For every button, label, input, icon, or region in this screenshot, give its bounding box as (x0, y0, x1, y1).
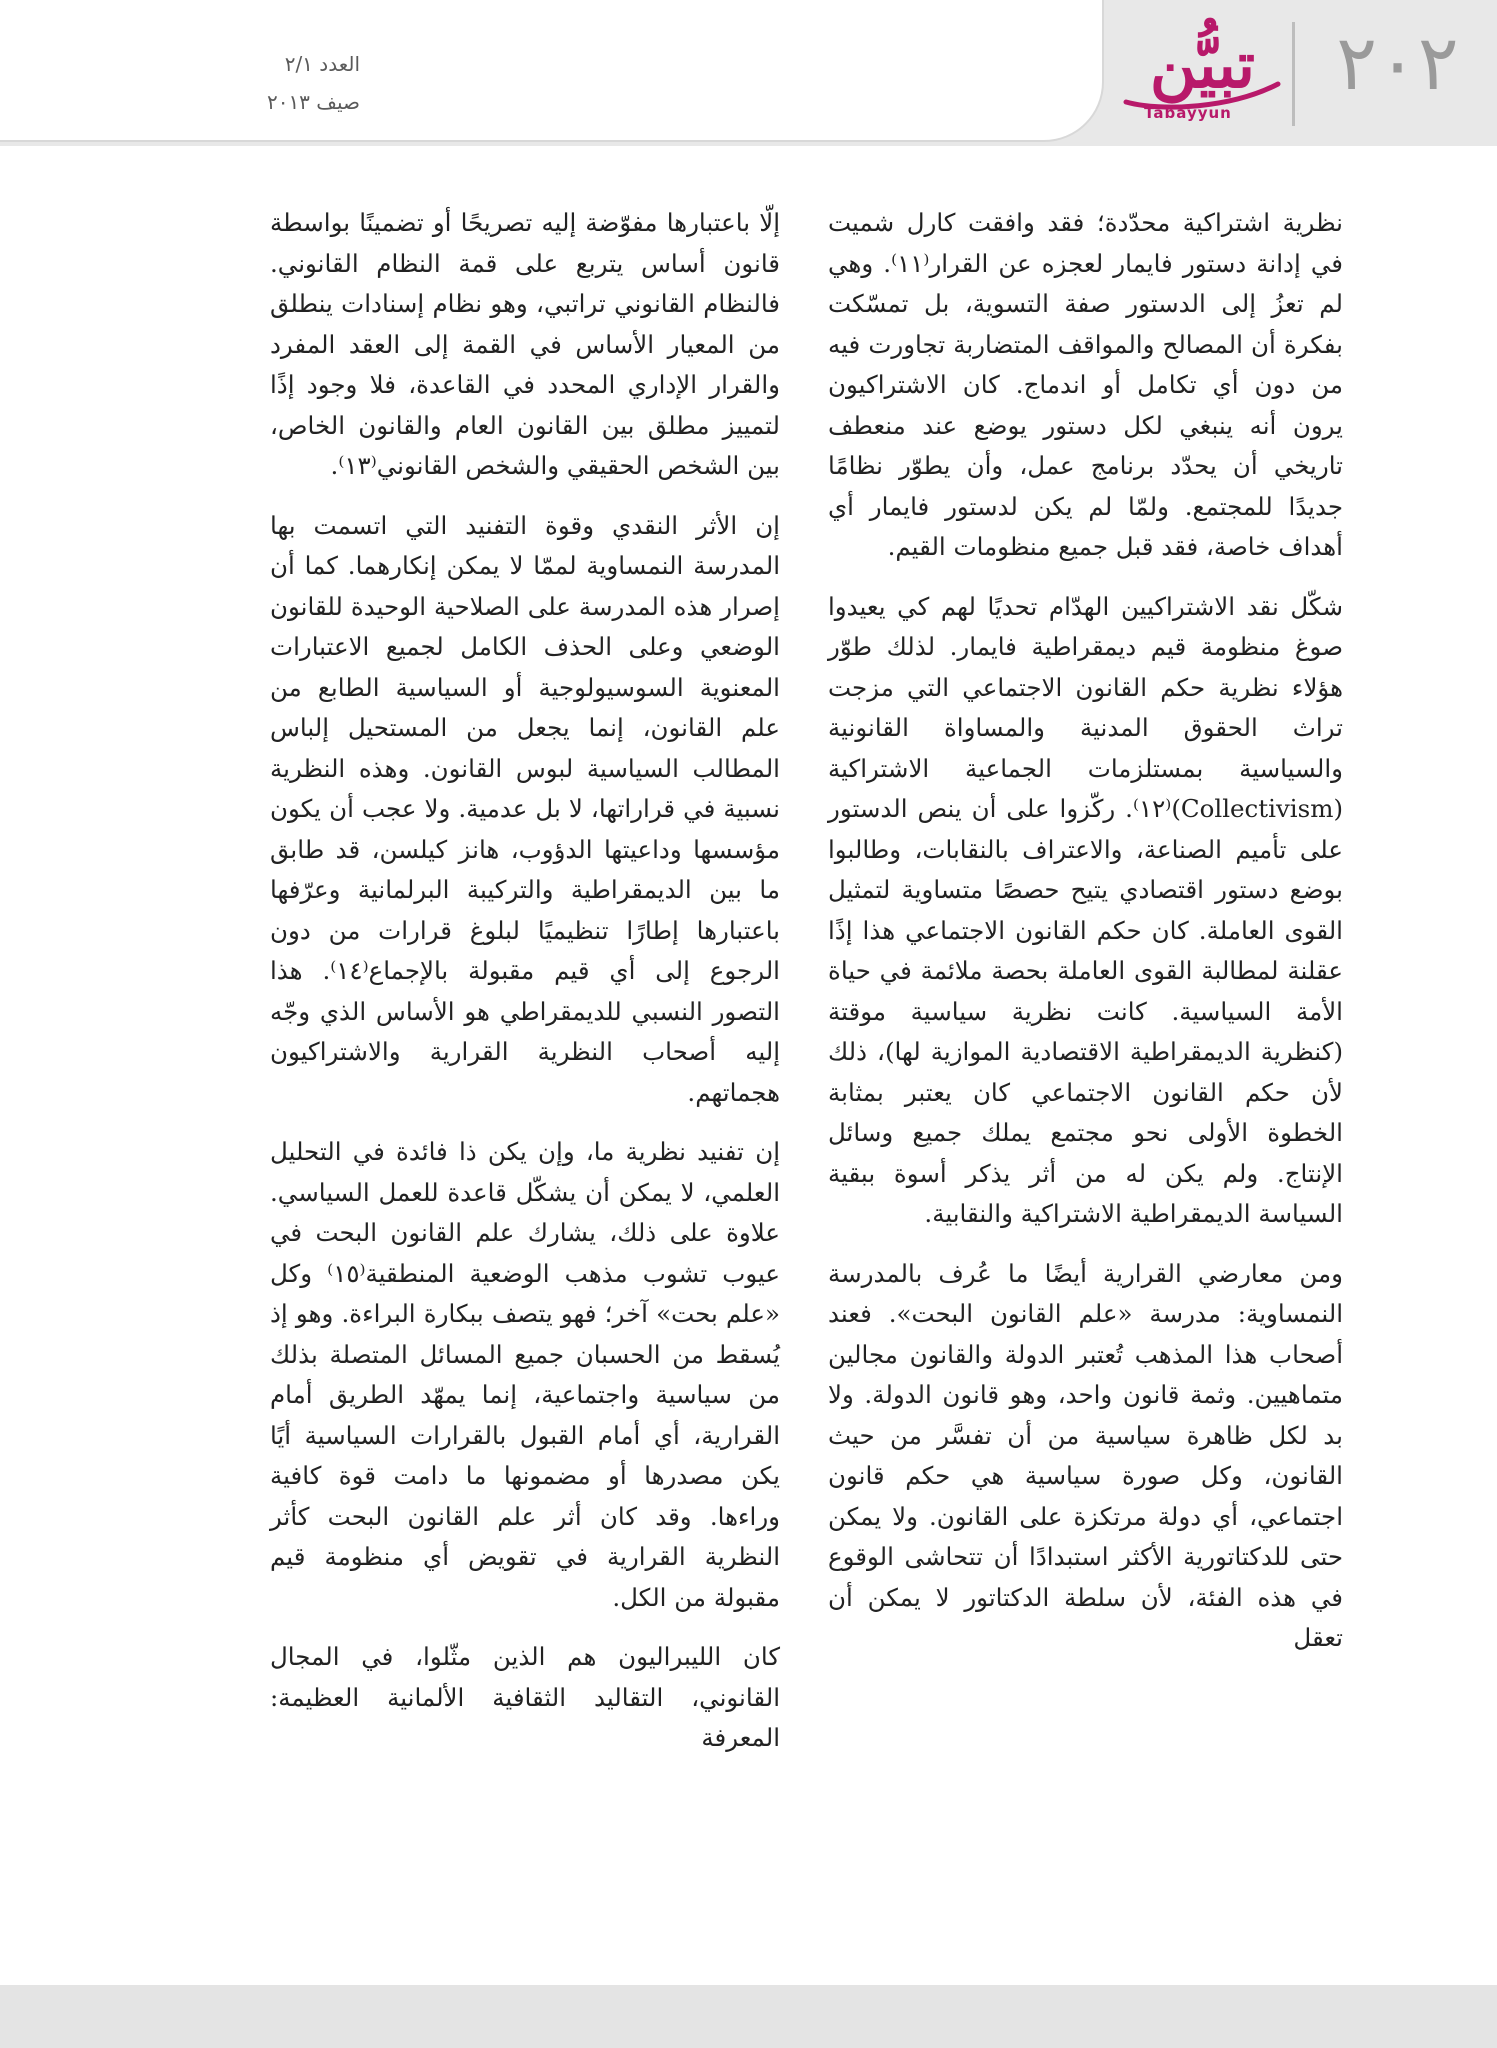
page-number: ٢٠٢ (1336, 18, 1459, 107)
paragraph: نظرية اشتراكية محدّدة؛ فقد وافقت كارل شميت في إدانة دستور فايمار لعجزه عن القرار⁽١١⁾. وهي لم تعزُ إلى الدستور صفة التسوية، بل تمسّكت بفكرة أن المصالح والمواقف المتضاربة تجاورت فيه من دون أي تكامل أو اندماج. كان الاشتراكيون يرون أنه ينبغي لكل دستور يوضع عند منعطف تاريخي أن يحدّد برنامج عمل، وأن يطوّر نظامًا جديدًا للمجتمع. ولمّا لم يكن لدستور فايمار أي أهداف خاصة، فقد قبل جميع منظومات القيم. (828, 208, 1343, 561)
paragraph: إن الأثر النقدي وقوة التفنيد التي اتسمت بها المدرسة النمساوية لممّا لا يمكن إنكارهما. كما أن إصرار هذه المدرسة على الصلاحية الوحيدة للقانون الوضعي وعلى الحذف الكامل لجميع الاعتبارات المعنوية السوسيولوجية أو السياسية الطابع من علم القانون، إنما يجعل من المستحيل إلباس المطالب السياسية لبوس القانون. وهذه النظرية نسبية في قراراتها، لا بل عدمية. ولا عجب أن يكون مؤسسها وداعيتها الدؤوب، هانز كيلسن، قد طابق ما بين الديمقراطية والتركيبة البرلمانية وعرّفها باعتبارها إطارًا تنظيميًا لبلوغ قرارات من دون الرجوع إلى أي قيم مقبولة بالإجماع⁽١٤⁾. هذا التصور النسبي للديمقراطي هو الأساس الذي وجّه إليه أصحاب النظرية القرارية والاشتراكيون هجماتهم. (270, 510, 780, 1107)
issue-season: صيف ٢٠١٣ (266, 90, 360, 114)
paragraph: إن تفنيد نظرية ما، وإن يكن ذا فائدة في التحليل العلمي، لا يمكن أن يشكّل قاعدة للعمل السياسي. علاوة على ذلك، يشارك علم القانون البحت في عيوب تشوب مذهب الوضعية المنطقية⁽١٥⁾ وكل «علم بحت» آخر؛ فهو يتصف ببكارة البراءة. وهو إذ يُسقط من الحسبان جميع المسائل المتصلة بذلك من سياسية واجتماعية، إنما يمهّد الطريق أمام القرارية، أي أمام القبول بالقرارات السياسية أيًا يكن مصدرها أو مضمونها ما دامت قوة كافية وراءها. وقد كان أثر علم القانون البحت كأثر النظرية القرارية في تقويض أي منظومة قيم مقبولة من الكل. (270, 1137, 781, 1612)
header-divider (1292, 22, 1295, 126)
journal-logo: تبيُّن (1149, 28, 1256, 103)
paragraph: إلّا باعتبارها مفوّضة إليه تصريحًا أو تضمينًا بواسطة قانون أساس يتربع على قمة النظام القانوني. فالنظام القانوني تراتبي، وهو نظام إسنادات ينطلق من المعيار الأساس في القمة إلى العقد المفرد والقرار الإداري المحدد في القاعدة، فلا وجود إذًا لتمييز مطلق بين القانون العام والقانون الخاص، بين الشخص الحقيقي والشخص القانوني⁽١٣⁾. (270, 208, 780, 480)
issue-number: العدد ٢/١ (284, 52, 360, 76)
paragraph: شكّل نقد الاشتراكيين الهدّام تحديًا لهم كي يعيدوا صوغ منظومة قيم ديمقراطية فايمار. لذلك طوّر هؤلاء نظرية حكم القانون الاجتماعي التي مزجت تراث الحقوق المدنية والمساواة القانونية والسياسية بمستلزمات الجماعية الاشتراكية (Collectivism)⁽١٢⁾. ركّزوا على أن ينص الدستور على تأميم الصناعة، والاعتراف بالنقابات، وطالبوا بوضع دستور اقتصادي يتيح حصصًا متساوية لتمثيل القوى العاملة. كان حكم القانون الاجتماعي هذا إذًا عقلنة لمطالبة القوى العاملة بحصة ملائمة في حياة الأمة السياسية. كانت نظرية سياسية موقتة (كنظرية الديمقراطية الاقتصادية الموازية لها)، ذلك لأن حكم القانون الاجتماعي كان يعتبر بمثابة الخطوة الأولى نحو مجتمع يملك جميع وسائل الإنتاج. ولم يكن له من أثر يذكر أسوة ببقية السياسة الديمقراطية الاشتراكية والنقابية. (828, 591, 1343, 1228)
footer-band (0, 1985, 1497, 2048)
text-column-left (270, 203, 780, 1778)
header-panel (0, 0, 1104, 142)
journal-logo-latin: Tabayyun (1144, 104, 1232, 122)
paragraph: ومن معارضي القرارية أيضًا ما عُرف بالمدرسة النمساوية: مدرسة «علم القانون البحت». فعند أصحاب هذا المذهب تُعتبر الدولة والقانون مجالين متماهيين. وثمة قانون واحد، وهو قانون الدولة. ولا بد لكل ظاهرة سياسية من أن تفسَّر من حيث القانون، وكل صورة سياسية هي حكم قانون اجتماعي، أي دولة مرتكزة على القانون. ولا يمكن حتى للدكتاتورية الأكثر استبدادًا أن تتحاشى الوقوع في هذه الفئة، لأن سلطة الدكتاتور لا يمكن أن تعقل (828, 1258, 1343, 1652)
paragraph: كان الليبراليون هم الذين مثّلوا، في المجال القانوني، التقاليد الثقافية الألمانية العظيمة: المعرفة (270, 1642, 780, 1752)
text-column-right (828, 203, 1343, 1678)
